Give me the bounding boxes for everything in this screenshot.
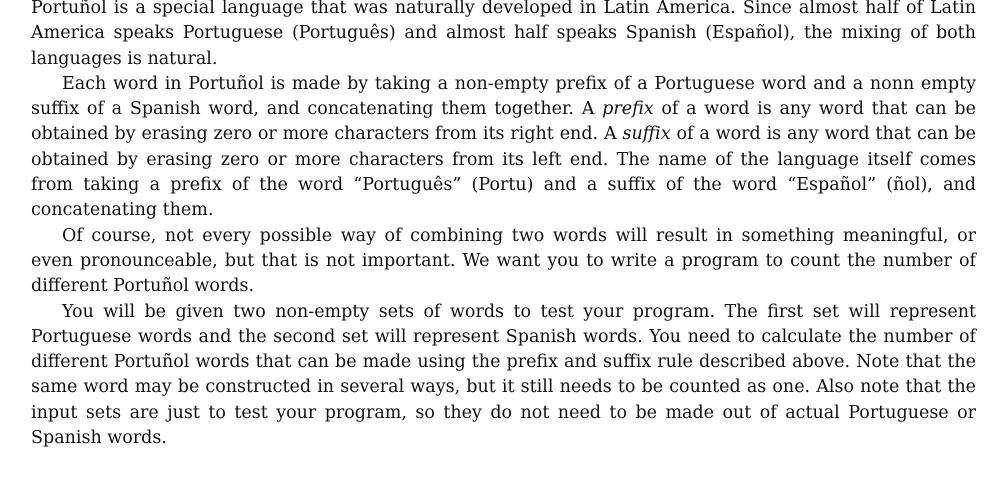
paragraph-definition-text-3: of a word is any word that can be obtained by erasing zero or more characters from its left end. The name of the language itself comes from taking a prefix of the word “Português” (Portu) and a suffix of the word “Español” (ñol), and concatenating them. (31, 124, 976, 221)
term-prefix: prefix (602, 99, 654, 120)
paragraph-input-description: You will be given two non-empty sets of words to test your program. The first set will represent Portuguese words and the second set will represent Spanish words. You need to calculate the number of different Portuñol words that can be made using the prefix and suffix rule described above. Note that the same word may be constructed in several ways, but it still needs to be counted as one. Also note that the input sets are just to test your program, so they do not need to be made out of actual Portuguese or Spanish words. (31, 301, 976, 449)
term-suffix: suffix (622, 124, 671, 145)
problem-statement (31, 0, 976, 451)
paragraph-definition-text-2: of a word is any word that can be obtained by erasing zero or more characters from its right end. A (31, 99, 976, 145)
paragraph-intro: Portuñol is a special language that was naturally developed in Latin America. Since almost half of Latin America speaks Portuguese (Português) and almost half speaks Spanish (Español), the mixing of both languages is natural. (31, 0, 976, 69)
paragraph-definition (31, 72, 976, 224)
paragraph-task: Of course, not every possible way of combining two words will result in something meaningful, or even pronounceable, but that is not important. We want you to write a program to count the number of different Portuñol words. (31, 225, 976, 297)
paragraph-definition-text-1: Each word in Portuñol is made by taking a non-empty prefix of a Portuguese word and a nonn empty suffix of a Spanish word, and concatenating them together. A (31, 73, 976, 120)
